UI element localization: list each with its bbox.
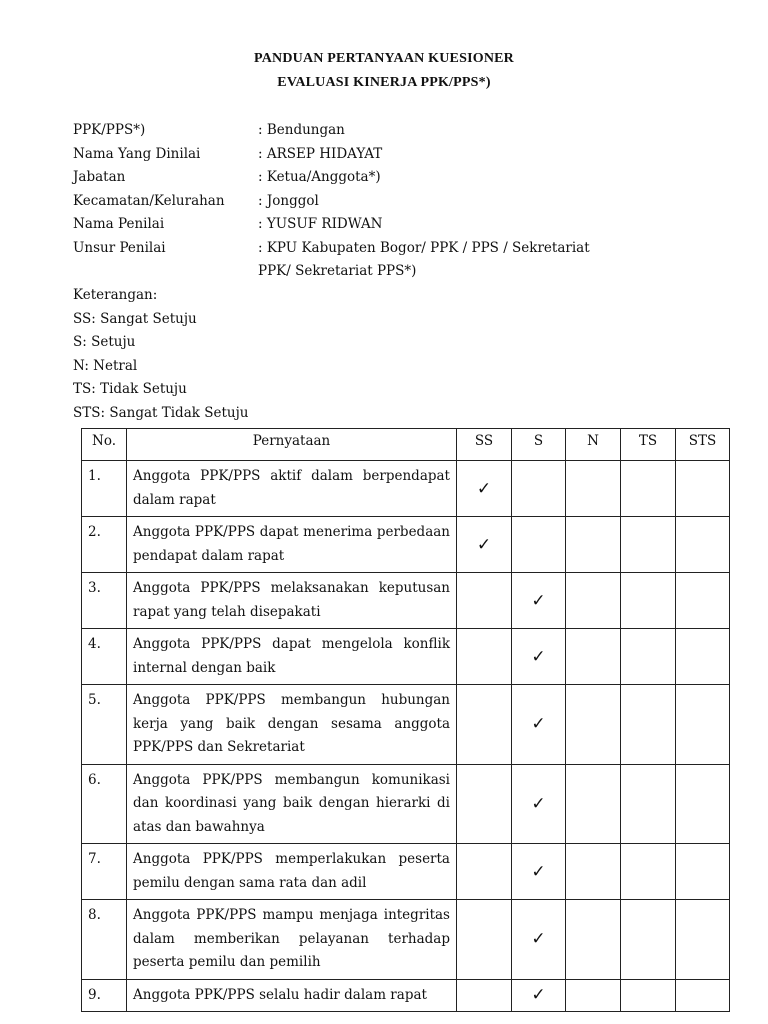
check-mark-icon: ✓ (531, 985, 546, 1006)
answer-cell-s[interactable] (512, 900, 566, 980)
check-mark-icon: ✓ (531, 793, 546, 814)
info-value: PPK/ Sekretariat PPS*) (258, 263, 417, 279)
row-number: 2. (82, 517, 127, 573)
answer-cell-ts[interactable] (621, 900, 676, 980)
answer-cell-s[interactable] (512, 573, 566, 629)
answer-cell-ss[interactable] (457, 517, 512, 573)
row-number: 9. (82, 979, 127, 1012)
statement-cell: Anggota PPK/PPS membangun hubungan kerja yang baik dengan sesama anggota PPK/PPS dan Sekretariat (127, 685, 457, 765)
answer-cell-ts[interactable] (621, 573, 676, 629)
table-row (82, 461, 730, 517)
answer-cell-ss[interactable] (457, 979, 512, 1012)
answer-cell-ts[interactable] (621, 844, 676, 900)
info-value: : Bendungan (258, 122, 345, 138)
answer-cell-n[interactable] (566, 573, 621, 629)
answer-cell-n[interactable] (566, 517, 621, 573)
answer-cell-sts[interactable] (676, 979, 730, 1012)
info-label: PPK/PPS*) (73, 122, 146, 138)
table-row (82, 685, 730, 765)
legend-item: N: Netral (73, 357, 138, 374)
answer-cell-sts[interactable] (676, 573, 730, 629)
table-row (82, 979, 730, 1012)
answer-cell-s[interactable] (512, 685, 566, 765)
table-row (82, 573, 730, 629)
column-header-n: N (566, 429, 621, 461)
answer-cell-s[interactable] (512, 629, 566, 685)
column-header-ss: SS (457, 429, 512, 461)
legend-item: TS: Tidak Setuju (73, 381, 187, 397)
statement-cell: Anggota PPK/PPS membangun komunikasi dan koordinasi yang baik dengan hierarki di atas dan bawahnya (127, 764, 457, 844)
answer-cell-ss[interactable] (457, 844, 512, 900)
answer-cell-n[interactable] (566, 900, 621, 980)
statement-cell: Anggota PPK/PPS melaksanakan keputusan rapat yang telah disepakati (127, 573, 457, 629)
table-body (82, 461, 730, 1012)
row-number: 4. (82, 629, 127, 685)
answer-cell-n[interactable] (566, 629, 621, 685)
info-label: Nama Penilai (73, 216, 165, 232)
document-subtitle: EVALUASI KINERJA PPK/PPS*) (277, 75, 491, 90)
answer-cell-ss[interactable] (457, 764, 512, 844)
answer-cell-n[interactable] (566, 461, 621, 517)
table-row (82, 517, 730, 573)
answer-cell-ss[interactable] (457, 573, 512, 629)
answer-cell-n[interactable] (566, 844, 621, 900)
column-header-sts: STS (676, 429, 730, 461)
answer-cell-s[interactable] (512, 461, 566, 517)
info-label: Jabatan (73, 169, 126, 185)
column-header-no: No. (82, 429, 127, 461)
answer-cell-ts[interactable] (621, 629, 676, 685)
legend-item: STS: Sangat Tidak Setuju (73, 404, 249, 421)
row-number: 5. (82, 685, 127, 765)
row-number: 8. (82, 900, 127, 980)
statement-cell: Anggota PPK/PPS dapat mengelola konflik internal dengan baik (127, 629, 457, 685)
info-label: Unsur Penilai (73, 239, 166, 256)
statement-cell: Anggota PPK/PPS selalu hadir dalam rapat (127, 979, 457, 1012)
answer-cell-n[interactable] (566, 764, 621, 844)
answer-cell-sts[interactable] (676, 900, 730, 980)
column-header-pernyataan: Pernyataan (127, 429, 457, 461)
answer-cell-n[interactable] (566, 979, 621, 1012)
check-mark-icon: ✓ (531, 929, 546, 950)
row-number: 7. (82, 844, 127, 900)
document-title: PANDUAN PERTANYAAN KUESIONER (254, 51, 514, 66)
row-number: 3. (82, 573, 127, 629)
legend-item: SS: Sangat Setuju (73, 310, 197, 327)
info-value: : Jonggol (258, 192, 319, 209)
answer-cell-s[interactable] (512, 979, 566, 1012)
answer-cell-sts[interactable] (676, 685, 730, 765)
answer-cell-ts[interactable] (621, 461, 676, 517)
questionnaire-table (81, 428, 730, 1012)
info-value: : ARSEP HIDAYAT (258, 145, 383, 162)
answer-cell-s[interactable] (512, 517, 566, 573)
table-row (82, 900, 730, 980)
info-label: Nama Yang Dinilai (73, 145, 201, 162)
answer-cell-ss[interactable] (457, 900, 512, 980)
table-row (82, 844, 730, 900)
table-row (82, 629, 730, 685)
row-number: 1. (82, 461, 127, 517)
row-number: 6. (82, 764, 127, 844)
answer-cell-sts[interactable] (676, 461, 730, 517)
table-row (82, 764, 730, 844)
legend-heading: Keterangan: (73, 287, 158, 303)
answer-cell-n[interactable] (566, 685, 621, 765)
answer-cell-sts[interactable] (676, 517, 730, 573)
answer-cell-ss[interactable] (457, 685, 512, 765)
answer-cell-ts[interactable] (621, 517, 676, 573)
statement-cell: Anggota PPK/PPS mampu menjaga integritas dalam memberikan pelayanan terhadap peserta pemilu dan pemilih (127, 900, 457, 980)
info-label: Kecamatan/Kelurahan (73, 192, 225, 209)
answer-cell-sts[interactable] (676, 764, 730, 844)
legend-item: S: Setuju (73, 334, 136, 350)
table-header-row (82, 429, 730, 461)
statement-cell: Anggota PPK/PPS memperlakukan peserta pemilu dengan sama rata dan adil (127, 844, 457, 900)
answer-cell-sts[interactable] (676, 844, 730, 900)
check-mark-icon: ✓ (531, 861, 546, 882)
info-value: : Ketua/Anggota*) (258, 169, 381, 185)
check-mark-icon: ✓ (476, 478, 492, 499)
statement-cell: Anggota PPK/PPS dapat menerima perbedaan pendapat dalam rapat (127, 517, 457, 573)
check-mark-icon: ✓ (531, 646, 546, 667)
answer-cell-ts[interactable] (621, 979, 676, 1012)
answer-cell-ts[interactable] (621, 764, 676, 844)
answer-cell-s[interactable] (512, 844, 566, 900)
answer-cell-ss[interactable] (457, 461, 512, 517)
answer-cell-ts[interactable] (621, 685, 676, 765)
answer-cell-ss[interactable] (457, 629, 512, 685)
answer-cell-s[interactable] (512, 764, 566, 844)
info-value: : YUSUF RIDWAN (258, 216, 383, 232)
answer-cell-sts[interactable] (676, 629, 730, 685)
check-mark-icon: ✓ (531, 714, 546, 735)
check-mark-icon: ✓ (531, 590, 546, 611)
legend-section (73, 285, 248, 426)
info-value: : KPU Kabupaten Bogor/ PPK / PPS / Sekretariat (258, 239, 590, 256)
column-header-ts: TS (621, 429, 676, 461)
check-mark-icon: ✓ (476, 534, 492, 555)
column-header-s: S (512, 429, 566, 461)
statement-cell: Anggota PPK/PPS aktif dalam berpendapat dalam rapat (127, 461, 457, 517)
